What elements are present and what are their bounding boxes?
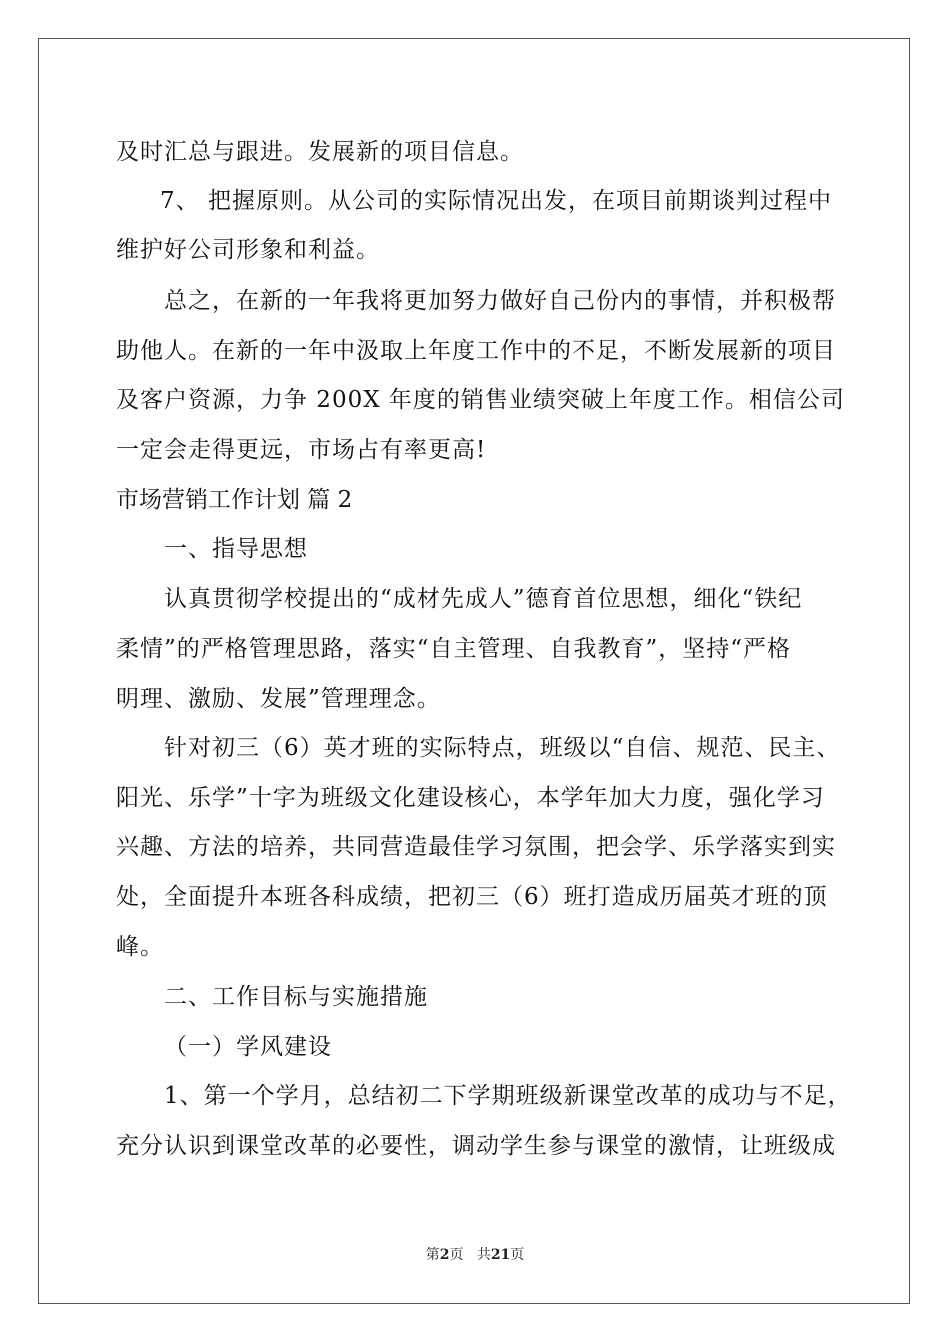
text-line: 维护好公司形象和利益。 xyxy=(116,237,380,263)
total-prefix: 共 xyxy=(476,1247,491,1263)
text-line: 柔情”的严格管理思路，落实“自主管理、自我教育”，坚持“严格 xyxy=(116,636,792,662)
page-number: 2 xyxy=(439,1247,450,1263)
text-line: 明理、激励、发展”管理理念。 xyxy=(116,686,441,712)
text-line: 及客户资源，力争 200X 年度的销售业绩突破上年度工作。相信公司 xyxy=(116,387,845,413)
text-line: 兴趣、方法的培养，共同营造最佳学习氛围，把会学、乐学落实到实 xyxy=(116,834,836,860)
text-line: 阳光、乐学”十字为班级文化建设核心，本学年加大力度，强化学习 xyxy=(116,785,825,811)
text-line: 7、 把握原则。从公司的实际情况出发，在项目前期谈判过程中 xyxy=(160,188,832,214)
page-border xyxy=(38,38,910,1304)
section-heading: 一、指导思想 xyxy=(164,536,308,562)
total-suffix: 页 xyxy=(510,1247,525,1263)
text-line: 总之，在新的一年我将更加努力做好自己份内的事情，并积极帮 xyxy=(164,288,836,314)
total-pages: 21 xyxy=(490,1247,511,1263)
page-footer xyxy=(0,1246,950,1264)
text-line: 处，全面提升本班各科成绩，把初三（6）班打造成历届英才班的顶 xyxy=(116,884,828,910)
text-line: 及时汇总与跟进。发展新的项目信息。 xyxy=(116,139,524,165)
text-line: 充分认识到课堂改革的必要性，调动学生参与课堂的激情，让班级成 xyxy=(116,1133,836,1159)
text-line: 针对初三（6）英才班的实际特点，班级以“自信、规范、民主、 xyxy=(164,735,841,761)
section-title: 市场营销工作计划 篇 2 xyxy=(116,487,353,513)
text-line: 助他人。在新的一年中汲取上年度工作中的不足，不断发展新的项目 xyxy=(116,338,836,364)
page-prefix: 第 xyxy=(425,1247,440,1263)
text-line: 认真贯彻学校提出的“成材先成人”德育首位思想，细化“铁纪 xyxy=(164,586,803,612)
page-suffix: 页 xyxy=(449,1247,464,1263)
subsection-heading: （一）学风建设 xyxy=(164,1034,332,1060)
section-heading: 二、工作目标与实施措施 xyxy=(164,984,428,1010)
text-line: 峰。 xyxy=(116,934,164,960)
text-line: 一定会走得更远，市场占有率更高! xyxy=(116,437,487,463)
text-line: 1、第一个学月，总结初二下学期班级新课堂改革的成功与不足， xyxy=(164,1083,852,1109)
